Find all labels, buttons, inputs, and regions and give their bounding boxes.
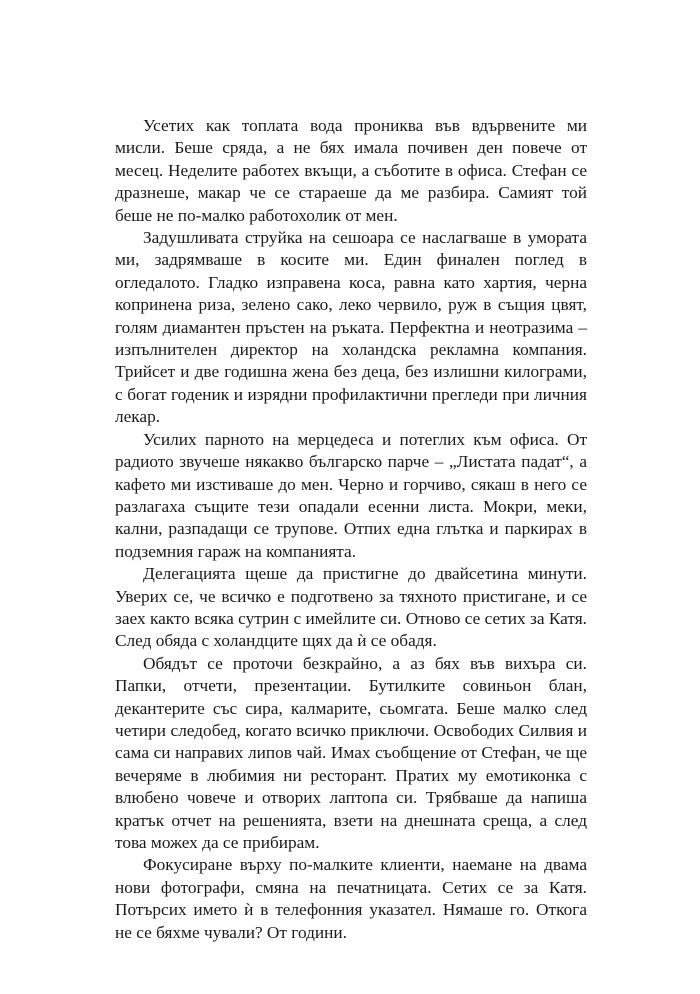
body-text	[115, 115, 587, 944]
paragraph-1: Усетих как топлата вода прониква във вдървените ми мисли. Беше сряда, а не бях имала почивен ден повече от месец. Неделите работех вкъщи, а съботите в офиса. Стефан се дразнеше, макар че се стараеше да ме разбира. Самият той беше не по-малко работохолик от мен.	[115, 116, 587, 225]
paragraph-5: Обядът се проточи безкрайно, а аз бях във вихъра си. Папки, отчети, презентации. Бутилките совиньон блан, декантерите със сира, калмарите, сьомгата. Беше малко след четири следобед, когато всичко приключи. Освободих Силвия и сама си направих липов чай. Имах съобщение от Стефан, че ще вечеряме в любимия ни ресторант. Пратих му емотиконка с влюбено човече и отворих лаптопа си. Трябваше да напиша кратък отчет на решенията, взети на днешната среща, а след това можех да се прибирам.	[115, 653, 587, 852]
paragraph-3: Усилих парното на мерцедеса и потеглих към офиса. От радиото звучеше някакво българско парче – „Листата падат“, а кафето ми изстиваше до мен. Черно и горчиво, сякаш в него се разлагаха същите тези опадали есенни листа. Мокри, меки, кални, разпадащи се трупове. Отпих една глътка и паркирах в подземния гараж на компанията.	[115, 429, 587, 561]
paragraph-4: Делегацията щеше да пристигне до двайсетина минути. Уверих се, че всичко е подготвено за тяхното пристигане, и се заех както всяка сутрин с имейлите си. Отново се сетих за Катя. След обяда с холандците щях да ѝ се обадя.	[115, 564, 587, 651]
paragraph-2: Задушливата струйка на сешоара се наслагваше в умората ми, задрямваше в косите ми. Един финален поглед в огледалото. Гладко изправена коса, равна като хартия, черна копринена риза, зелено сако, леко червило, руж в същия цвят, голям диамантен пръстен на ръката. Перфектна и неотразима – изпълнителен директор на холандска рекламна компания. Трийсет и две годишна жена без деца, без излишни килограми, с богат годеник и изрядни профилактични прегледи при личния лекар.	[115, 228, 587, 427]
paragraph-6: Фокусиране върху по-малките клиенти, наемане на двама нови фотографи, смяна на печатницата. Сетих се за Катя. Потърсих името ѝ в телефонния указател. Нямаше го. Откога не се бяхме чували? От години.	[115, 855, 587, 942]
